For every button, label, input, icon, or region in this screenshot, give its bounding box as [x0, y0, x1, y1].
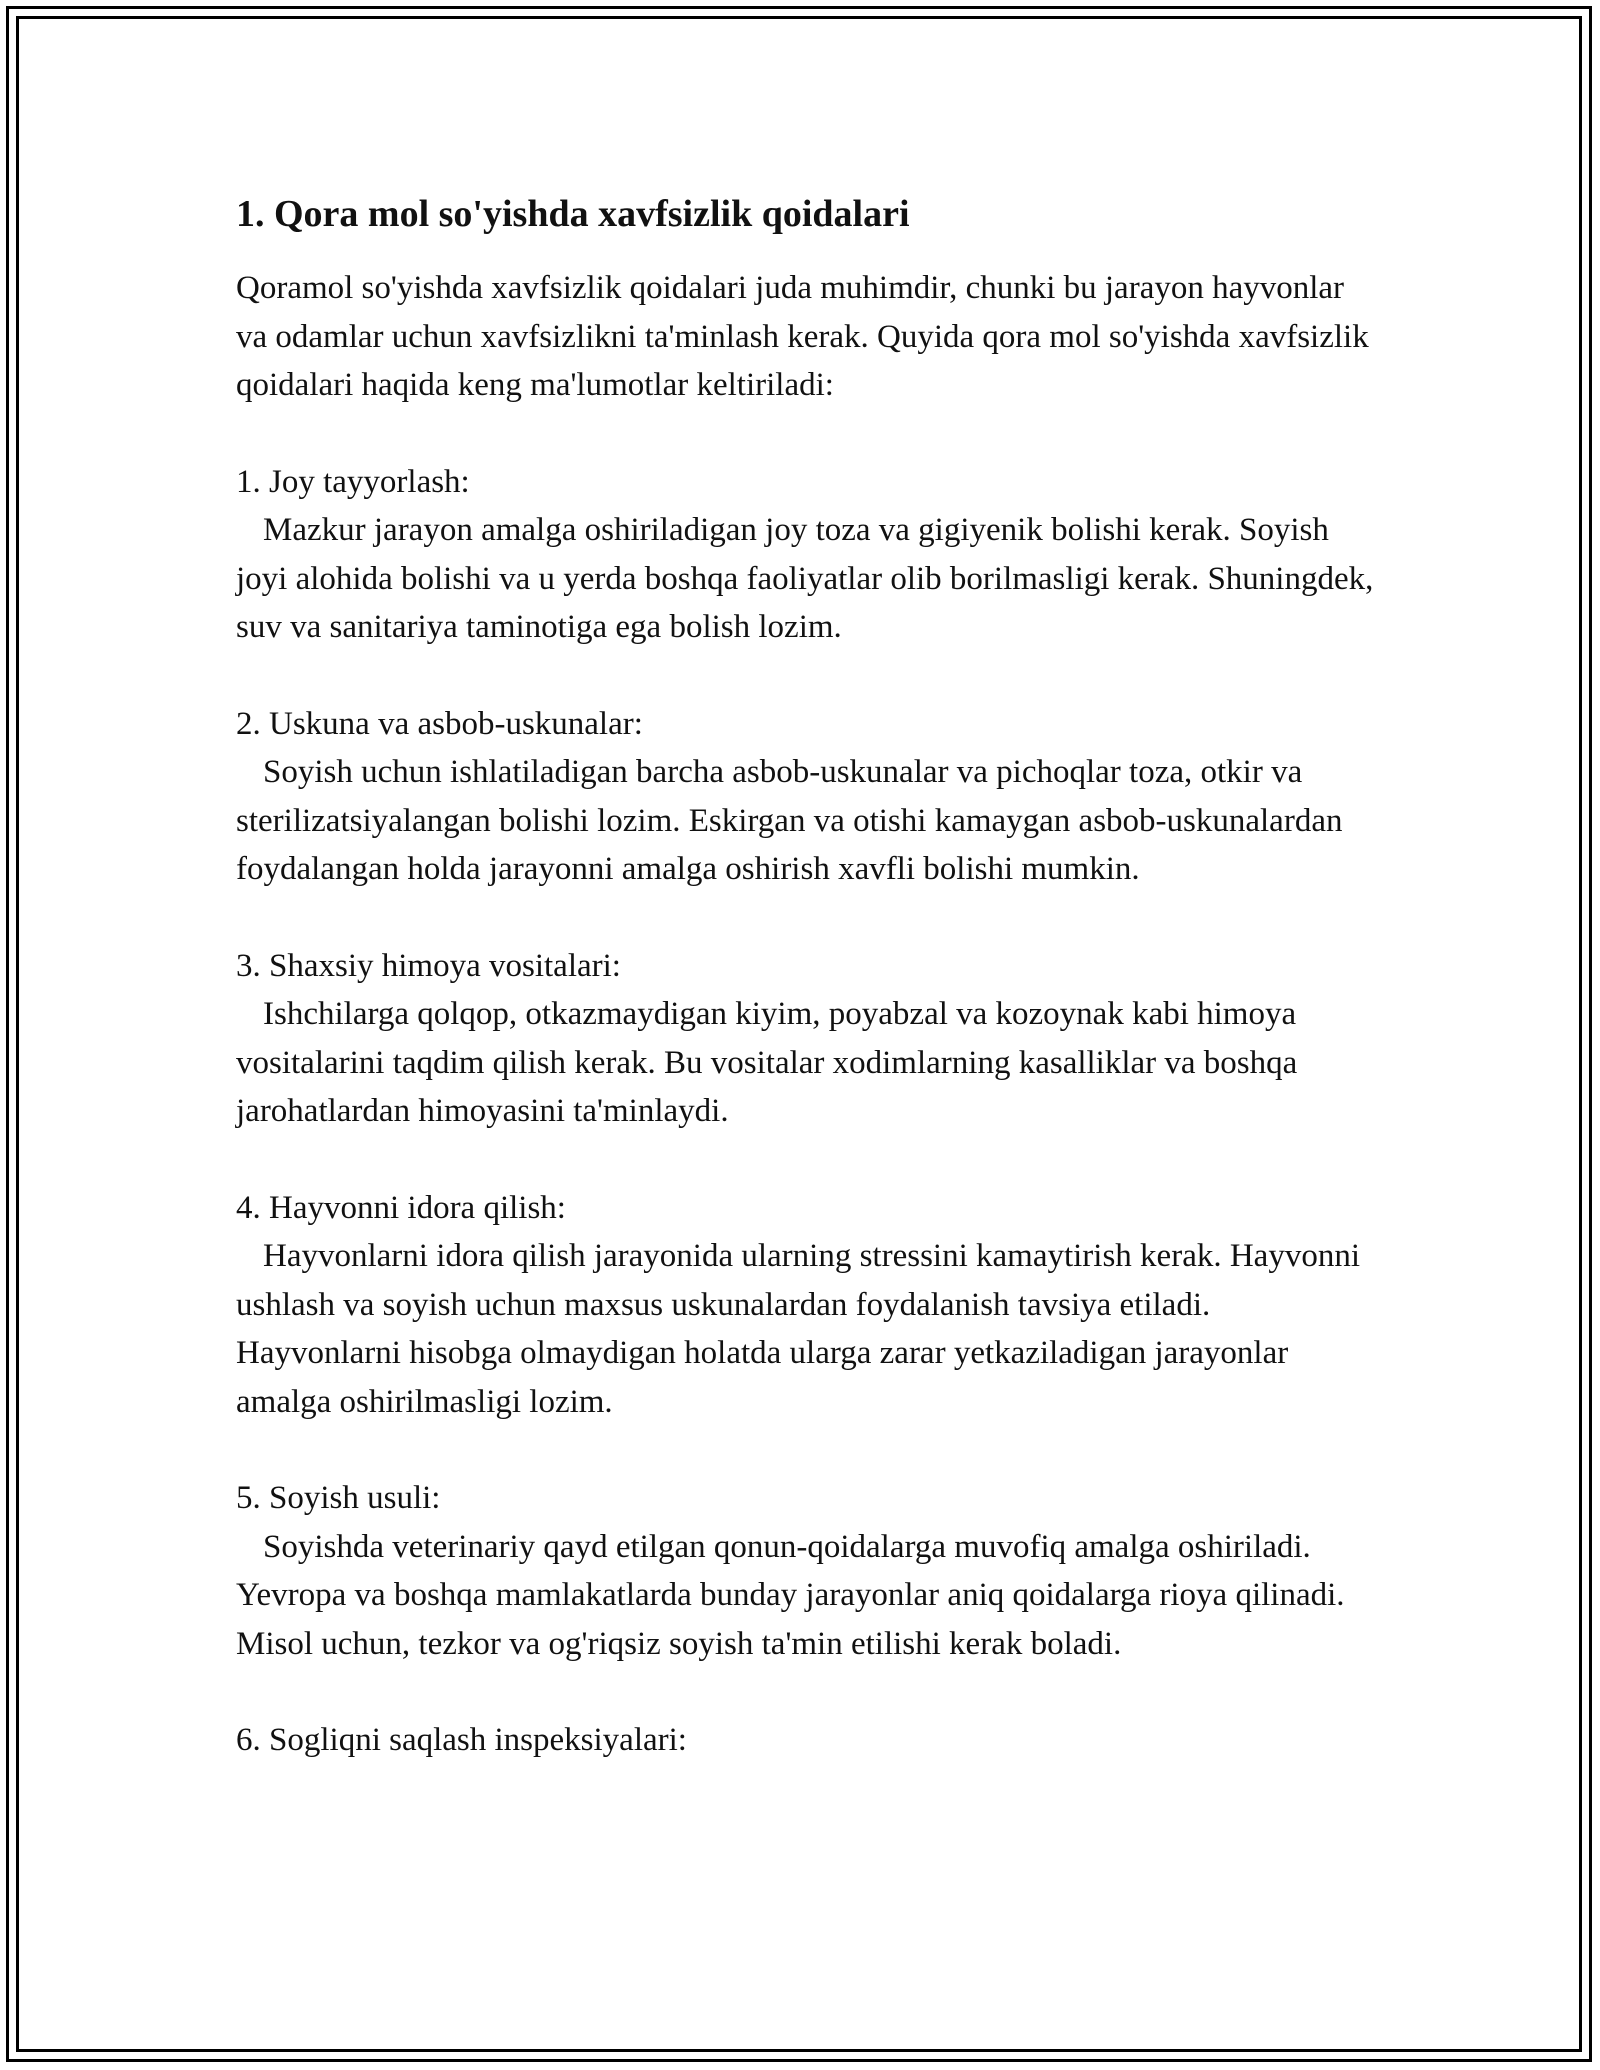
- section-soyish-usuli: [236, 1474, 1376, 1668]
- section-heading: 2. Uskuna va asbob-uskunalar:: [236, 705, 643, 742]
- section-heading: 4. Hayvonni idora qilish:: [236, 1189, 566, 1226]
- section-joy-tayyorlash: [236, 458, 1376, 652]
- section-heading: 5. Soyish usuli:: [236, 1480, 441, 1516]
- section-heading: 1. Joy tayyorlash:: [236, 463, 470, 500]
- document-body: [236, 190, 1376, 1813]
- section-heading: 3. Shaxsiy himoya vositalari:: [236, 947, 621, 984]
- section-heading: 6. Sogliqni saqlash inspeksiyalari:: [236, 1722, 687, 1758]
- section-hayvonni-idora: [236, 1184, 1376, 1427]
- section-body: Ishchilarga qolqop, otkazmaydigan kiyim, poyabzal va kozoynak kabi himoya vositalarini taqdim qilish kerak. Bu vositalar xodimlarning kasalliklar va boshqa jarohatlardan himoyasini ta'minlaydi.: [236, 996, 1298, 1129]
- section-body: Soyishda veterinariy qayd etilgan qonun-qoidalarga muvofiq amalga oshiriladi. Yevropa va boshqa mamlakatlarda bunday jarayonlar aniq qoidalarga rioya qilinadi. Misol uchun, tezkor va og'riqsiz soyish ta'min etilishi kerak boladi.: [236, 1528, 1345, 1662]
- section-uskuna: [236, 700, 1376, 894]
- section-body: Mazkur jarayon amalga oshiriladigan joy toza va gigiyenik bolishi kerak. Soyish joyi alohida bolishi va u yerda boshqa faoliyatlar olib borilmasligi kerak. Shuningdek, suv va sanitariya taminotiga ega bolish lozim.: [236, 512, 1374, 645]
- intro-paragraph: Qoramol so'yishda xavfsizlik qoidalari juda muhimdir, chunki bu jarayon hayvonlar va odamlar uchun xavfsizlikni ta'minlash kerak. Quyida qora mol so'yishda xavfsizlik qoidalari haqida keng ma'lumotlar keltiriladi:: [236, 270, 1369, 403]
- section-himoya-vositalari: [236, 942, 1376, 1136]
- section-body: Hayvonlarni idora qilish jarayonida ularning stressini kamaytirish kerak. Hayvonni ushlash va soyish uchun maxsus uskunalardan foydalanish tavsiya etiladi. Hayvonlarni hisobga olmaydigan holatda ularga zarar yetkaziladigan jarayonlar amalga oshirilmasligi lozim.: [236, 1238, 1360, 1420]
- section-sogliqni-saqlash: [236, 1716, 1376, 1765]
- section-body: Soyish uchun ishlatiladigan barcha asbob-uskunalar va pichoqlar toza, otkir va sterilizatsiyalangan bolishi lozim. Eskirgan va otishi kamaygan asbob-uskunalardan foydalangan holda jarayonni amalga oshirish xavfli bolishi mumkin.: [236, 754, 1343, 887]
- document-title: 1. Qora mol so'yishda xavfsizlik qoidalari: [236, 193, 910, 235]
